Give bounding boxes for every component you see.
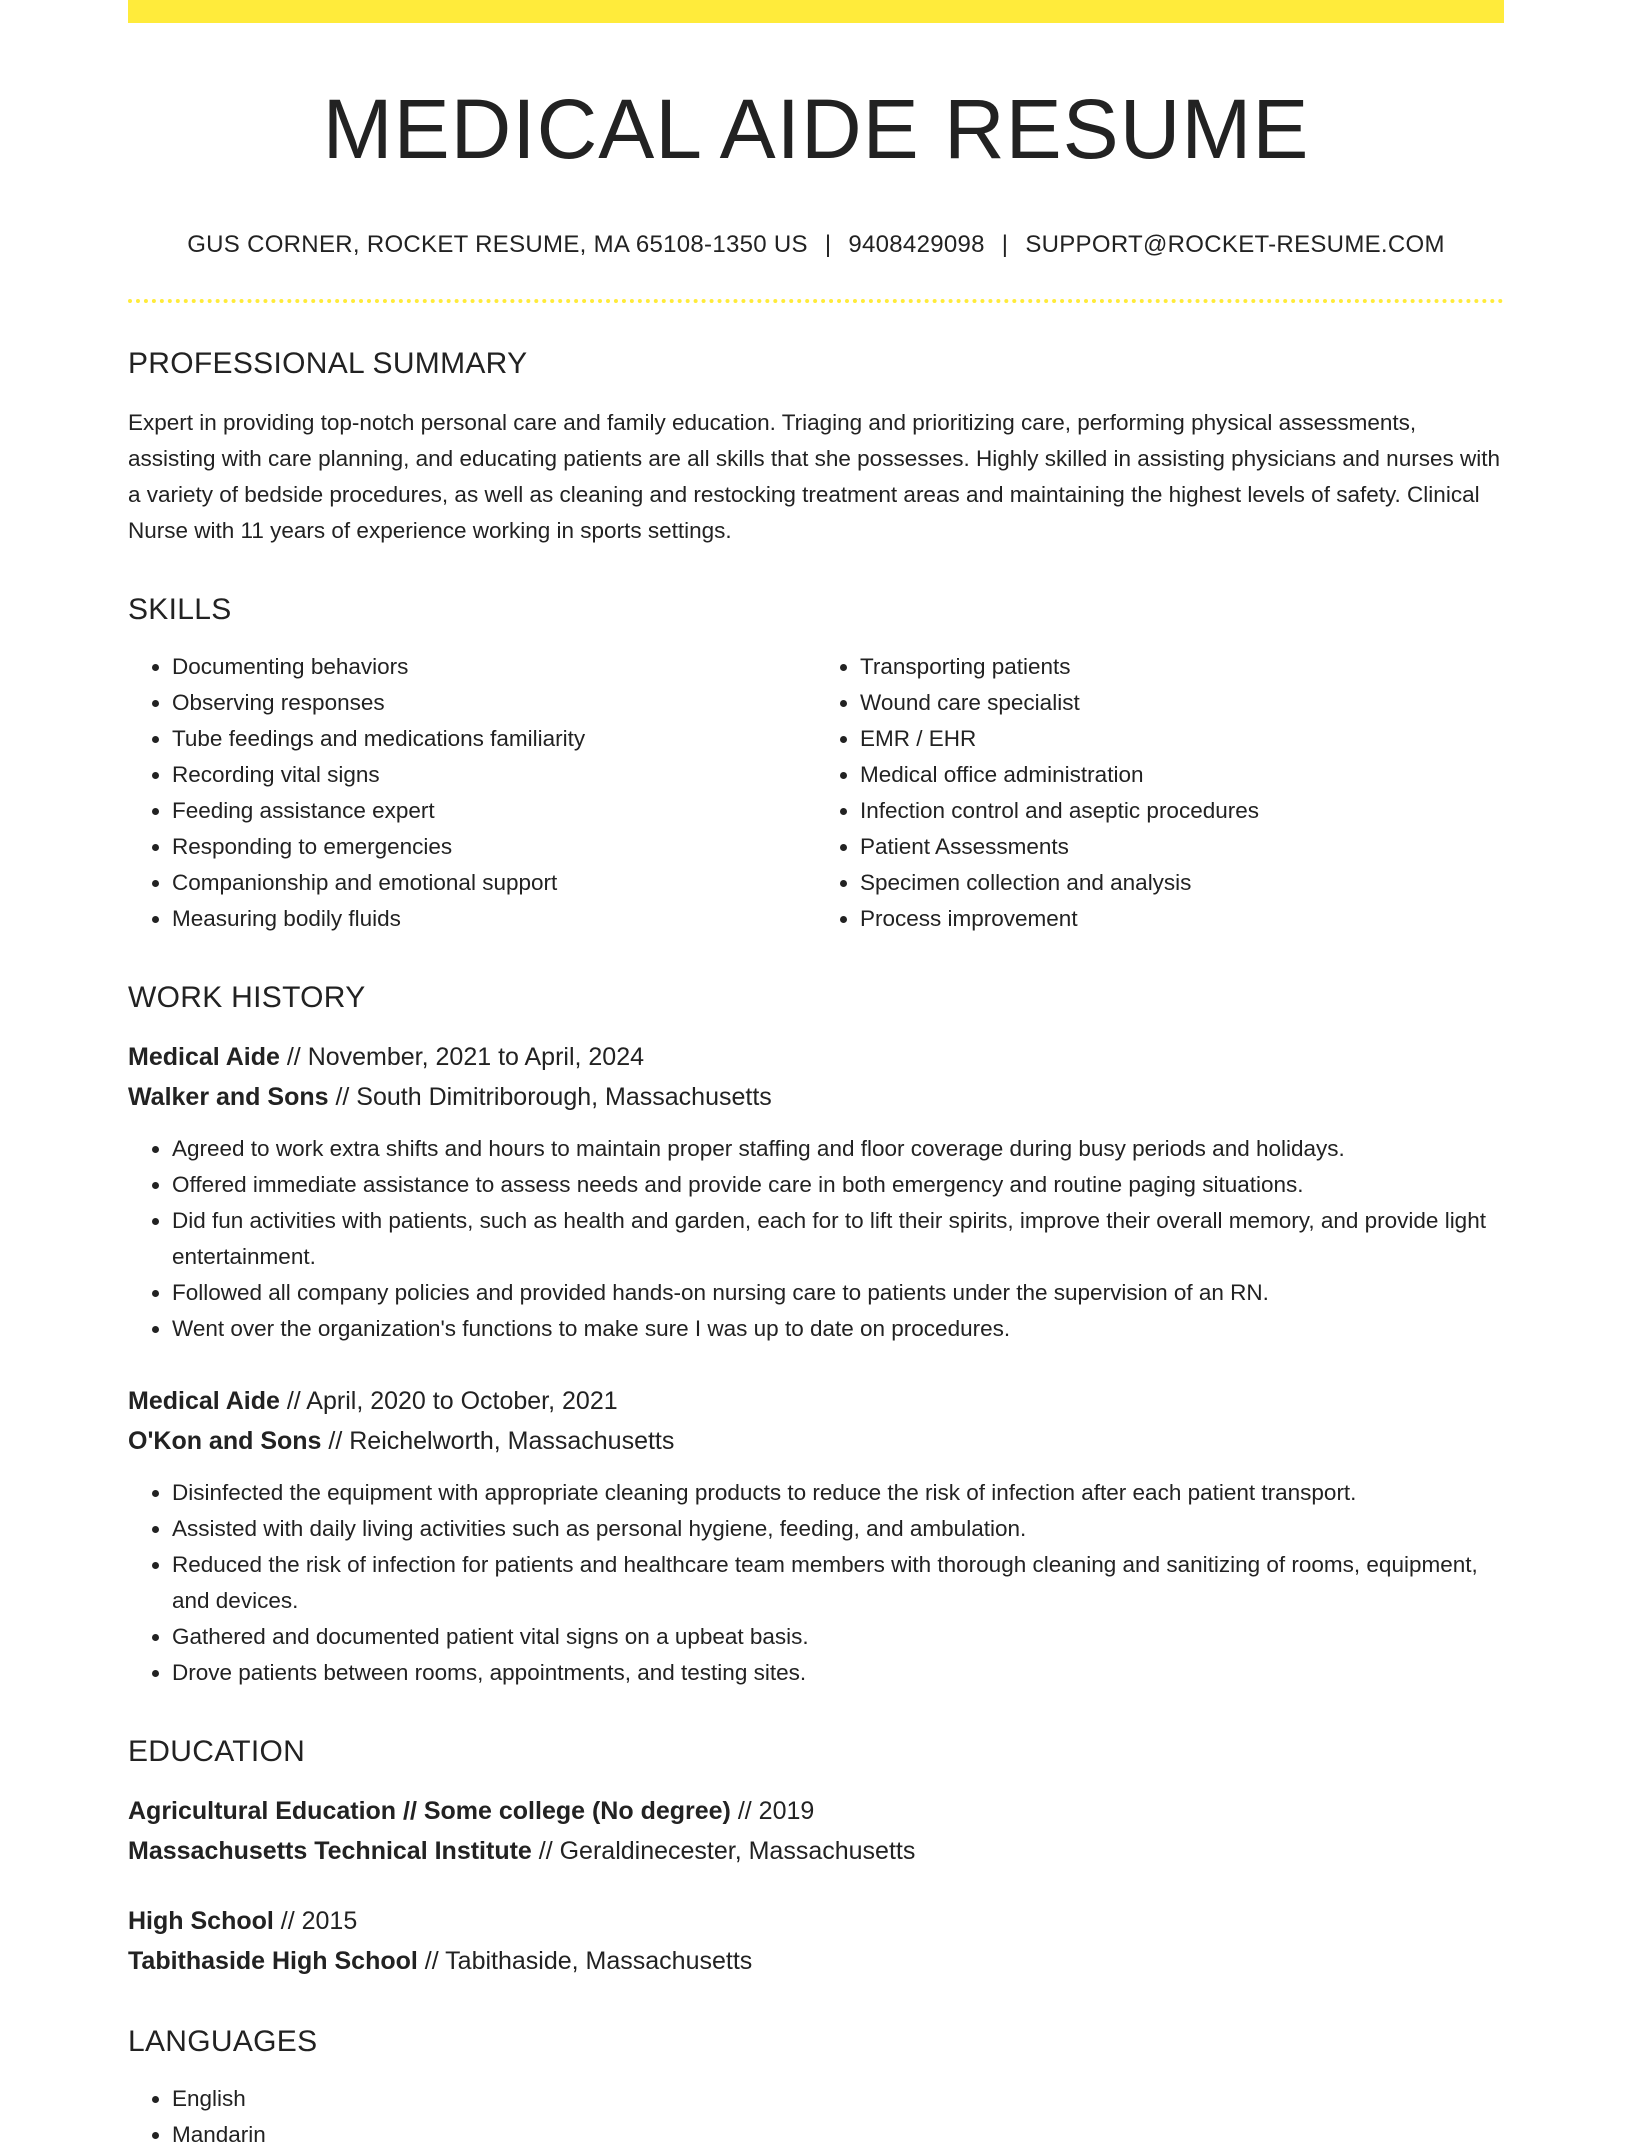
skill-item: • Feeding assistance expert (172, 793, 816, 829)
education-school-line (128, 1941, 1504, 1981)
job-role-line (128, 1037, 1504, 1077)
job-company-line (128, 1421, 1504, 1461)
job-bullet: • Drove patients between rooms, appointments, and testing sites. (172, 1655, 1504, 1691)
education-school: Tabithaside High School (128, 1947, 418, 1976)
education-degree: High School (128, 1907, 274, 1936)
job-bullet: • Assisted with daily living activities such as personal hygiene, feeding, and ambulation. (172, 1511, 1504, 1547)
job-bullet: • Agreed to work extra shifts and hours to maintain proper staffing and floor coverage during busy periods and holidays. (172, 1131, 1504, 1167)
job-entry (128, 1381, 1504, 1691)
skill-item: • Medical office administration (860, 757, 1504, 793)
contact-line (128, 231, 1504, 259)
education-heading: EDUCATION (128, 1735, 306, 1769)
job-bullet: • Disinfected the equipment with appropriate cleaning products to reduce the risk of infection after each patient transport. (172, 1475, 1504, 1511)
skills-left-list (128, 649, 816, 937)
summary-text: Expert in providing top-notch personal care and family education. Triaging and prioritizing care, performing physical assessments, assisting with care planning, and educating patients are all skills that she possesses. Highly skilled in assisting physicians and nurses with a variety of bedside procedures, as well as cleaning and restocking treatment areas and maintaining the highest levels of safety. Clinical Nurse with 11 years of experience working in sports settings. (128, 410, 1500, 544)
skill-item: • Transporting patients (860, 649, 1504, 685)
skill-item: • Tube feedings and medications familiarity (172, 721, 816, 757)
education-school: Massachusetts Technical Institute (128, 1837, 532, 1866)
contact-phone: 9408429098 (848, 231, 985, 259)
skill-item: • EMR / EHR (860, 721, 1504, 757)
job-dates: // November, 2021 to April, 2024 (279, 1043, 645, 1072)
skills-columns (128, 649, 1504, 937)
education-degree-line (128, 1901, 1504, 1941)
summary-heading: PROFESSIONAL SUMMARY (128, 347, 528, 381)
education-year: // 2019 (730, 1797, 815, 1826)
skill-item: • Documenting behaviors (172, 649, 816, 685)
education-school-line (128, 1831, 1504, 1871)
dotted-divider (128, 299, 1504, 303)
skill-item: • Measuring bodily fluids (172, 901, 816, 937)
job-bullets (128, 1131, 1504, 1347)
education-year: // 2015 (273, 1907, 358, 1936)
skill-item: • Recording vital signs (172, 757, 816, 793)
job-entry (128, 1037, 1504, 1347)
job-dates: // April, 2020 to October, 2021 (279, 1387, 618, 1416)
job-bullet: • Offered immediate assistance to assess needs and provide care in both emergency and routine paging situations. (172, 1167, 1504, 1203)
education-location: // Tabithaside, Massachusetts (417, 1947, 753, 1976)
language-item: • Mandarin (172, 2117, 1504, 2153)
job-company-line (128, 1077, 1504, 1117)
skill-item: • Process improvement (860, 901, 1504, 937)
contact-address: GUS CORNER, ROCKET RESUME, MA 65108-1350 US (187, 231, 808, 259)
contact-email: SUPPORT@ROCKET-RESUME.COM (1025, 231, 1445, 259)
work-heading: WORK HISTORY (128, 981, 366, 1015)
contact-separator: | (1001, 231, 1009, 259)
job-location: // South Dimitriborough, Massachusetts (328, 1083, 772, 1112)
education-entry (128, 1901, 1504, 1981)
languages-list (128, 2081, 1504, 2153)
resume-title: MEDICAL AIDE RESUME (322, 82, 1310, 176)
job-location: // Reichelworth, Massachusetts (321, 1427, 675, 1456)
education-entry (128, 1791, 1504, 1871)
skill-item: • Responding to emergencies (172, 829, 816, 865)
top-accent-bar (128, 0, 1504, 23)
education-degree-line (128, 1791, 1504, 1831)
skill-item: • Specimen collection and analysis (860, 865, 1504, 901)
skill-item: • Companionship and emotional support (172, 865, 816, 901)
job-role-line (128, 1381, 1504, 1421)
skill-item: • Infection control and aseptic procedures (860, 793, 1504, 829)
job-bullet: • Did fun activities with patients, such as health and garden, each for to lift their spirits, improve their overall memory, and provide light entertainment. (172, 1203, 1504, 1275)
contact-separator: | (824, 231, 832, 259)
language-item: • English (172, 2081, 1504, 2117)
skill-item: • Patient Assessments (860, 829, 1504, 865)
skill-item: • Observing responses (172, 685, 816, 721)
job-bullets (128, 1475, 1504, 1691)
education-degree: Agricultural Education // Some college (No degree) (128, 1797, 731, 1826)
job-company: Walker and Sons (128, 1083, 329, 1112)
job-bullet: • Followed all company policies and provided hands-on nursing care to patients under the supervision of an RN. (172, 1275, 1504, 1311)
job-bullet: • Reduced the risk of infection for patients and healthcare team members with thorough cleaning and sanitizing of rooms, equipment, and devices. (172, 1547, 1504, 1619)
job-company: O'Kon and Sons (128, 1427, 322, 1456)
education-location: // Geraldinecester, Massachusetts (531, 1837, 916, 1866)
languages-heading: LANGUAGES (128, 2025, 318, 2059)
skill-item: • Wound care specialist (860, 685, 1504, 721)
job-bullet: • Went over the organization's functions to make sure I was up to date on procedures. (172, 1311, 1504, 1347)
job-role: Medical Aide (128, 1387, 280, 1416)
job-role: Medical Aide (128, 1043, 280, 1072)
resume-page (128, 0, 1504, 2153)
skills-right-list (816, 649, 1504, 937)
job-bullet: • Gathered and documented patient vital signs on a upbeat basis. (172, 1619, 1504, 1655)
skills-heading: SKILLS (128, 593, 232, 627)
